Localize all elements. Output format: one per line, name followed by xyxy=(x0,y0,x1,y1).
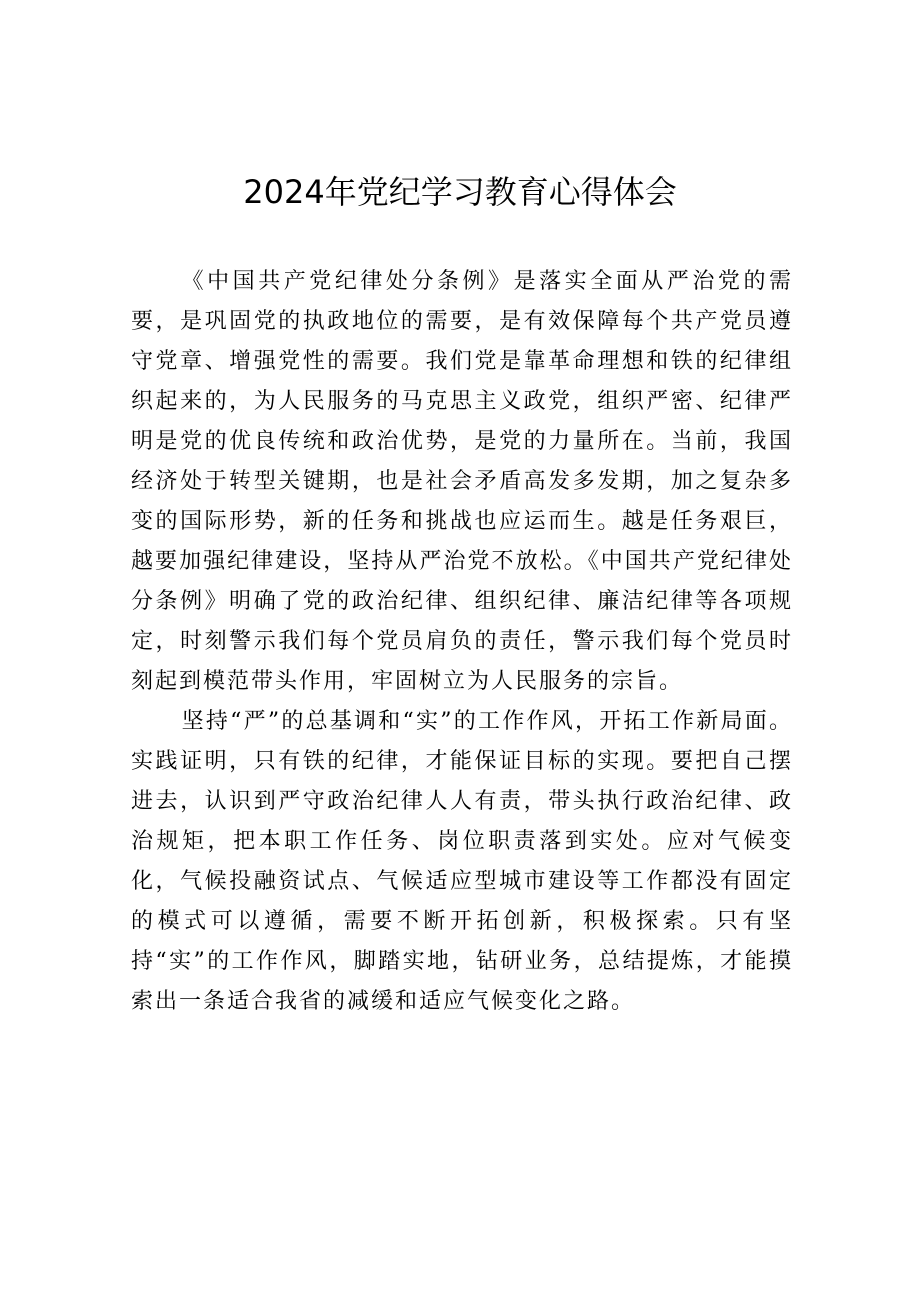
paragraph-1: 《中国共产党纪律处分条例》是落实全面从严治党的需要，是巩固党的执政地位的需要，是有效保障每个共产党员遵守党章、增强党性的需要。我们党是靠革命理想和铁的纪律组织起来的，为人民服务的马克思主义政党，组织严密、纪律严明是党的优良传统和政治优势，是党的力量所在。当前，我国经济处于转型关键期，也是社会矛盾高发多发期，加之复杂多变的国际形势，新的任务和挑战也应运而生。越是任务艰巨，越要加强纪律建设，坚持从严治党不放松。《中国共产党纪律处分条例》明确了党的政治纪律、组织纪律、廉洁纪律等各项规定，时刻警示我们每个党员肩负的责任，警示我们每个党员时刻起到模范带头作用，牢固树立为人民服务的宗旨。 xyxy=(131,269,793,694)
document-title: 2024年党纪学习教育心得体会 xyxy=(243,173,677,211)
document-body xyxy=(131,262,793,1022)
paragraph-2: 坚持“严”的总基调和“实”的工作作风，开拓工作新局面。实践证明，只有铁的纪律，才能保证目标的实现。要把自己摆进去，认识到严守政治纪律人人有责，带头执行政治纪律、政治规矩，把本职工作任务、岗位职责落到实处。应对气候变化，气候投融资试点、气候适应型城市建设等工作都没有固定的模式可以遵循，需要不断开拓创新，积极探索。只有坚持“实”的工作作风，脚踏实地，钻研业务，总结提炼，才能摸索出一条适合我省的减缓和适应气候变化之路。 xyxy=(131,709,793,1014)
